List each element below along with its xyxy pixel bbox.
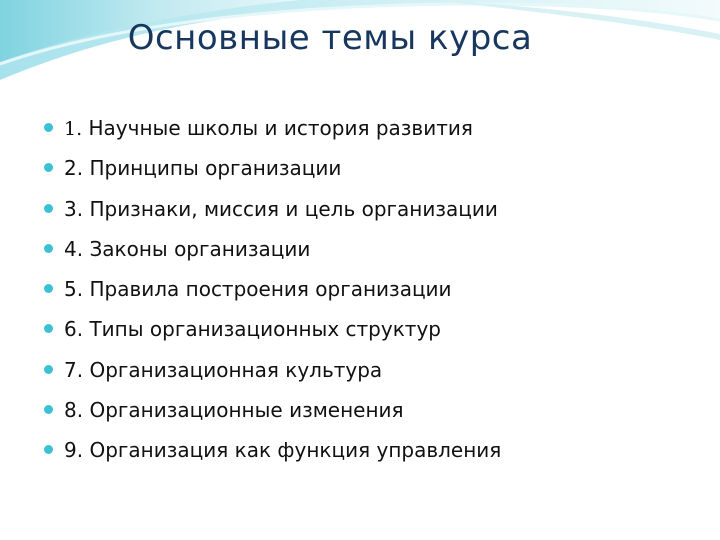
- item-number: 1.: [64, 118, 83, 140]
- bullet-icon: [44, 405, 53, 414]
- list-item-text: [64, 269, 452, 309]
- list-item-text: [64, 189, 498, 229]
- bullet-icon: [44, 324, 53, 333]
- slide-title: Основные темы курса: [127, 18, 533, 58]
- bullet-icon: [44, 244, 53, 253]
- item-label: Законы организации: [89, 236, 311, 261]
- list-item-text: [64, 309, 441, 349]
- bullet-icon: [44, 204, 53, 213]
- bullet-icon: [44, 123, 53, 132]
- item-label: Типы организационных структур: [89, 317, 441, 342]
- list-item-text: [64, 350, 382, 390]
- item-number: 4.: [64, 236, 84, 261]
- item-number: 3.: [64, 196, 84, 221]
- list-item-text: [64, 108, 473, 149]
- item-label: Организационная культура: [89, 357, 383, 382]
- item-number: 5.: [64, 277, 84, 302]
- item-label: Признаки, миссия и цель организации: [89, 196, 498, 221]
- bullet-icon: [44, 163, 53, 172]
- item-number: 6.: [64, 317, 84, 342]
- item-label: Правила построения организации: [89, 277, 452, 302]
- bullet-icon: [44, 365, 53, 374]
- list-item-text: [64, 430, 501, 470]
- item-number: 8.: [64, 398, 84, 423]
- item-number: 2.: [64, 156, 84, 181]
- list-item-text: [64, 148, 341, 188]
- item-label: Научные школы и история развития: [88, 116, 473, 140]
- item-number: 7.: [64, 357, 84, 382]
- list-item-text: [64, 229, 310, 269]
- bullet-icon: [44, 284, 53, 293]
- item-label: Принципы организации: [89, 156, 342, 181]
- bullet-icon: [44, 445, 53, 454]
- item-label: Организация как функция управления: [89, 438, 502, 463]
- item-label: Организационные изменения: [89, 398, 404, 423]
- list-item-text: [64, 390, 404, 430]
- item-number: 9.: [64, 438, 84, 463]
